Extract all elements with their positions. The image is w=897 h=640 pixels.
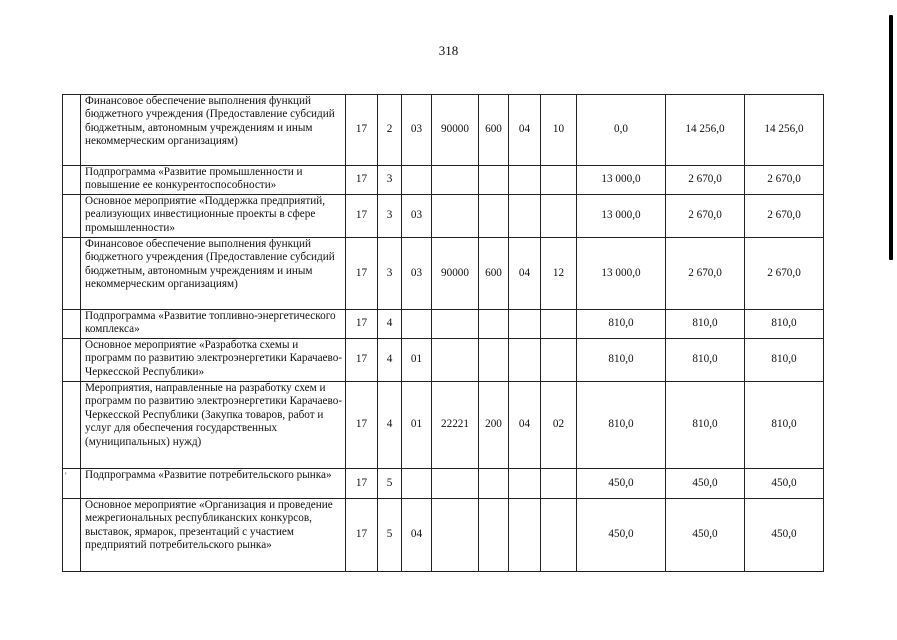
amount-year-1: 450,0 xyxy=(577,499,666,572)
amount-year-1: 13 000,0 xyxy=(577,238,666,310)
row-name: Подпрограмма «Развитие промышленности и повышение ее конкурентоспособности» xyxy=(81,166,346,195)
amount-year-3: 450,0 xyxy=(745,499,824,572)
table-row xyxy=(63,310,824,339)
code-subsection xyxy=(541,469,577,499)
amount-year-1: 0,0 xyxy=(577,95,666,166)
code-event xyxy=(402,166,432,195)
row-name: Мероприятия, направленные на разработку схем и программ по развитию электроэнергетики Карачаево-Черкесской Республики (Закупка товаров, работ и услуг для обеспечения государственных (муниципальных) нужд) xyxy=(81,382,346,469)
amount-year-2: 2 670,0 xyxy=(666,166,745,195)
row-marker-cell: ' xyxy=(63,469,81,499)
table-body xyxy=(63,95,824,572)
code-subprogram: 3 xyxy=(378,166,402,195)
code-section: 04 xyxy=(509,382,541,469)
row-marker-cell xyxy=(63,238,81,310)
amount-year-3: 450,0 xyxy=(745,469,824,499)
code-ministry: 17 xyxy=(346,238,378,310)
code-ministry: 17 xyxy=(346,469,378,499)
code-ministry: 17 xyxy=(346,499,378,572)
code-event xyxy=(402,469,432,499)
code-direction xyxy=(432,499,479,572)
table-row xyxy=(63,166,824,195)
code-section xyxy=(509,195,541,238)
code-subprogram: 5 xyxy=(378,469,402,499)
code-section xyxy=(509,310,541,339)
code-event: 03 xyxy=(402,238,432,310)
code-event: 01 xyxy=(402,382,432,469)
row-name: Основное мероприятие «Организация и проведение межрегиональных республиканских конкурсов, выставок, ярмарок, презентаций с участием предприятий потребительского рынка» xyxy=(81,499,346,572)
scan-edge-mark xyxy=(889,15,893,260)
amount-year-3: 810,0 xyxy=(745,339,824,382)
code-expense-type xyxy=(479,499,509,572)
table-row xyxy=(63,382,824,469)
code-subsection: 02 xyxy=(541,382,577,469)
code-subprogram: 4 xyxy=(378,339,402,382)
row-marker-cell xyxy=(63,339,81,382)
table-row xyxy=(63,339,824,382)
code-ministry: 17 xyxy=(346,339,378,382)
table-row xyxy=(63,238,824,310)
code-ministry: 17 xyxy=(346,310,378,339)
row-name: Финансовое обеспечение выполнения функций бюджетного учреждения (Предоставление субсидий бюджетным, автономным учреждениям и иным некоммерческим организациям) xyxy=(81,238,346,310)
code-expense-type: 600 xyxy=(479,238,509,310)
code-direction: 22221 xyxy=(432,382,479,469)
amount-year-3: 2 670,0 xyxy=(745,166,824,195)
code-expense-type xyxy=(479,195,509,238)
amount-year-1: 810,0 xyxy=(577,310,666,339)
code-direction: 90000 xyxy=(432,95,479,166)
code-subsection: 12 xyxy=(541,238,577,310)
code-direction: 90000 xyxy=(432,238,479,310)
row-marker-cell xyxy=(63,310,81,339)
code-subsection xyxy=(541,166,577,195)
budget-table xyxy=(62,94,824,572)
row-name: Подпрограмма «Развитие топливно-энергетического комплекса» xyxy=(81,310,346,339)
code-event: 03 xyxy=(402,195,432,238)
row-name: Основное мероприятие «Поддержка предприятий, реализующих инвестиционные проекты в сфере промышленности» xyxy=(81,195,346,238)
row-name: Подпрограмма «Развитие потребительского рынка» xyxy=(81,469,346,499)
code-ministry: 17 xyxy=(346,95,378,166)
table-row xyxy=(63,469,824,499)
code-section xyxy=(509,499,541,572)
page-number: 318 xyxy=(438,43,459,58)
amount-year-3: 810,0 xyxy=(745,310,824,339)
row-name: Основное мероприятие «Разработка схемы и программ по развитию электроэнергетики Карачаево-Черкесской Республики» xyxy=(81,339,346,382)
row-marker-cell xyxy=(63,195,81,238)
code-section xyxy=(509,166,541,195)
code-subsection xyxy=(541,339,577,382)
table-row xyxy=(63,195,824,238)
code-direction xyxy=(432,469,479,499)
code-subprogram: 3 xyxy=(378,195,402,238)
row-marker-cell xyxy=(63,95,81,166)
code-subprogram: 5 xyxy=(378,499,402,572)
code-event: 03 xyxy=(402,95,432,166)
code-ministry: 17 xyxy=(346,382,378,469)
code-event: 04 xyxy=(402,499,432,572)
amount-year-2: 810,0 xyxy=(666,339,745,382)
code-section xyxy=(509,339,541,382)
code-subprogram: 2 xyxy=(378,95,402,166)
code-expense-type: 600 xyxy=(479,95,509,166)
code-section xyxy=(509,469,541,499)
code-direction xyxy=(432,310,479,339)
row-marker-cell xyxy=(63,382,81,469)
code-section: 04 xyxy=(509,95,541,166)
table-row xyxy=(63,95,824,166)
amount-year-3: 2 670,0 xyxy=(745,195,824,238)
amount-year-1: 13 000,0 xyxy=(577,195,666,238)
amount-year-1: 810,0 xyxy=(577,339,666,382)
code-subsection: 10 xyxy=(541,95,577,166)
code-subsection xyxy=(541,195,577,238)
table-row xyxy=(63,499,824,572)
code-subsection xyxy=(541,310,577,339)
code-direction xyxy=(432,339,479,382)
amount-year-2: 810,0 xyxy=(666,310,745,339)
amount-year-3: 2 670,0 xyxy=(745,238,824,310)
amount-year-1: 13 000,0 xyxy=(577,166,666,195)
amount-year-3: 810,0 xyxy=(745,382,824,469)
code-event: 01 xyxy=(402,339,432,382)
amount-year-1: 810,0 xyxy=(577,382,666,469)
code-subprogram: 4 xyxy=(378,310,402,339)
code-expense-type xyxy=(479,310,509,339)
code-subsection xyxy=(541,499,577,572)
amount-year-2: 14 256,0 xyxy=(666,95,745,166)
amount-year-3: 14 256,0 xyxy=(745,95,824,166)
code-expense-type xyxy=(479,339,509,382)
code-direction xyxy=(432,166,479,195)
code-event xyxy=(402,310,432,339)
code-section: 04 xyxy=(509,238,541,310)
row-name: Финансовое обеспечение выполнения функций бюджетного учреждения (Предоставление субсидий бюджетным, автономным учреждениям и иным некоммерческим организациям) xyxy=(81,95,346,166)
amount-year-2: 2 670,0 xyxy=(666,195,745,238)
code-expense-type xyxy=(479,469,509,499)
amount-year-2: 450,0 xyxy=(666,469,745,499)
code-subprogram: 3 xyxy=(378,238,402,310)
amount-year-2: 2 670,0 xyxy=(666,238,745,310)
code-ministry: 17 xyxy=(346,195,378,238)
code-expense-type xyxy=(479,166,509,195)
code-expense-type: 200 xyxy=(479,382,509,469)
amount-year-2: 810,0 xyxy=(666,382,745,469)
amount-year-2: 450,0 xyxy=(666,499,745,572)
row-marker-cell xyxy=(63,499,81,572)
row-marker-cell xyxy=(63,166,81,195)
code-ministry: 17 xyxy=(346,166,378,195)
amount-year-1: 450,0 xyxy=(577,469,666,499)
code-subprogram: 4 xyxy=(378,382,402,469)
code-direction xyxy=(432,195,479,238)
